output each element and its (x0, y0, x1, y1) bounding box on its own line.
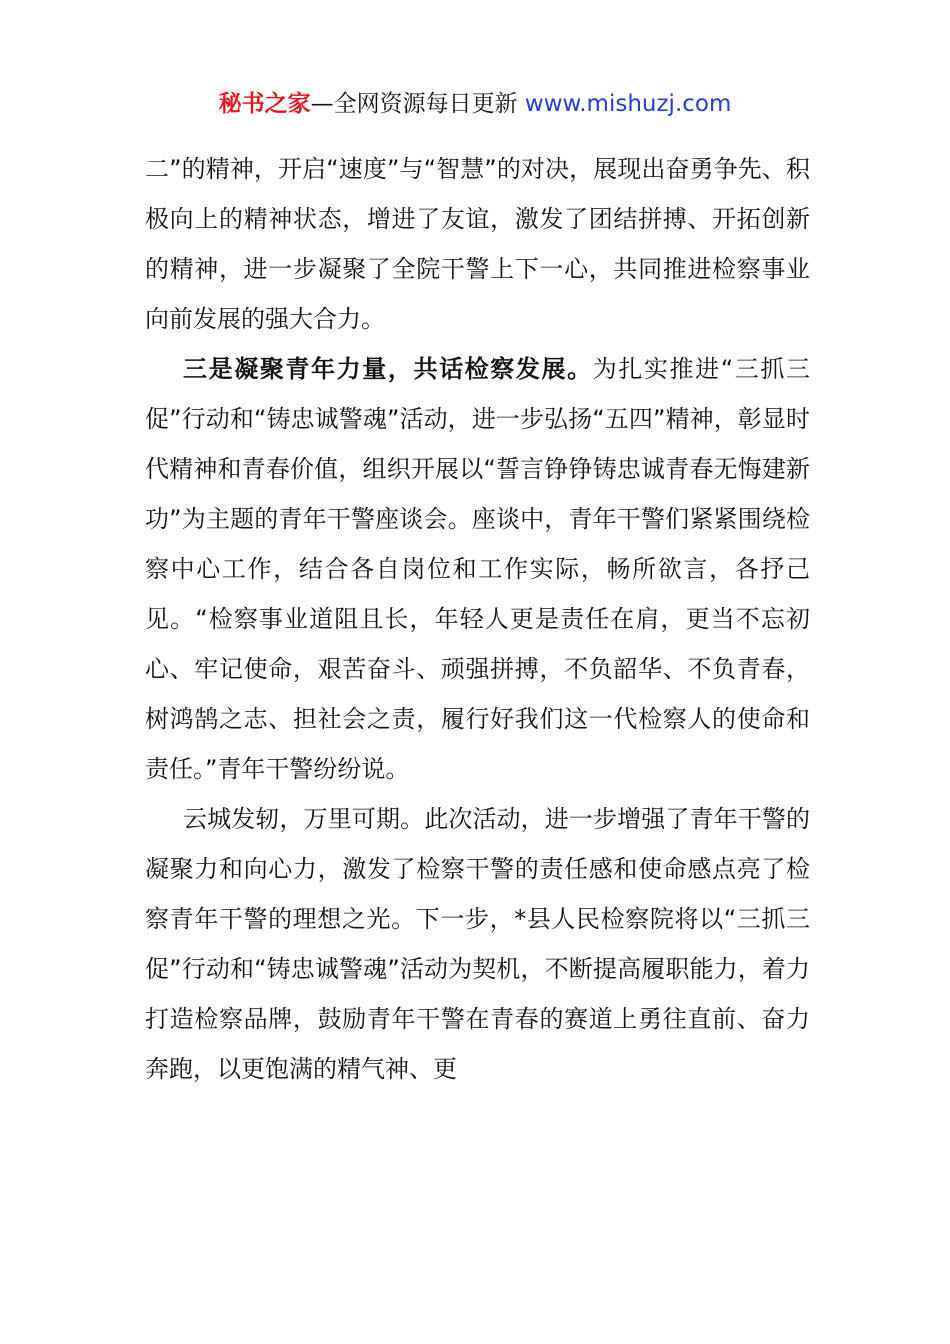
paragraph-youth-forum (145, 344, 810, 794)
header-tagline: —全网资源每日更新 (310, 91, 525, 117)
paragraph-body-text: 为扎实推进“三抓三促”行动和“铸忠诚警魂”活动，进一步弘扬“五四”精神，彰显时代精神和青春价值，组织开展以“誓言铮铮铸忠诚青春无悔建新功”为主题的青年干警座谈会。座谈中，青年干警们紧紧围绕检察中心工作，结合各自岗位和工作实际，畅所欲言，各抒己见。“检察事业道阻且长，年轻人更是责任在肩，更当不忘初心、牢记使命，艰苦奋斗、顽强拼搏，不负韶华、不负青春，树鸿鹄之志、担社会之责，履行好我们这一代检察人的使命和责任。”青年干警纷纷说。 (145, 355, 811, 783)
document-body (145, 144, 810, 1094)
brand-name: 秘书之家 (218, 91, 311, 117)
paragraph-conclusion: 云城发轫，万里可期。此次活动，进一步增强了青年干警的凝聚力和向心力，激发了检察干警的责任感和使命感点亮了检察青年干警的理想之光。下一步，*县人民检察院将以“三抓三促”行动和“铸忠诚警魂”活动为契机，不断提高履职能力，着力打造检察品牌，鼓励青年干警在青春的赛道上勇往直前、奋力奔跑，以更饱满的精气神、更 (145, 805, 810, 1083)
site-url-link[interactable]: www.mishuzj.com (524, 91, 732, 117)
paragraph-heading-bold: 三是凝聚青年力量，共话检察发展。 (183, 355, 593, 383)
paragraph-continued: 二”的精神，开启“速度”与“智慧”的对决，展现出奋勇争先、积极向上的精神状态，增进了友谊，激发了团结拼搏、开拓创新的精神，进一步凝聚了全院干警上下一心，共同推进检察事业向前发展的强大合力。 (145, 155, 810, 333)
page-header (0, 86, 950, 122)
